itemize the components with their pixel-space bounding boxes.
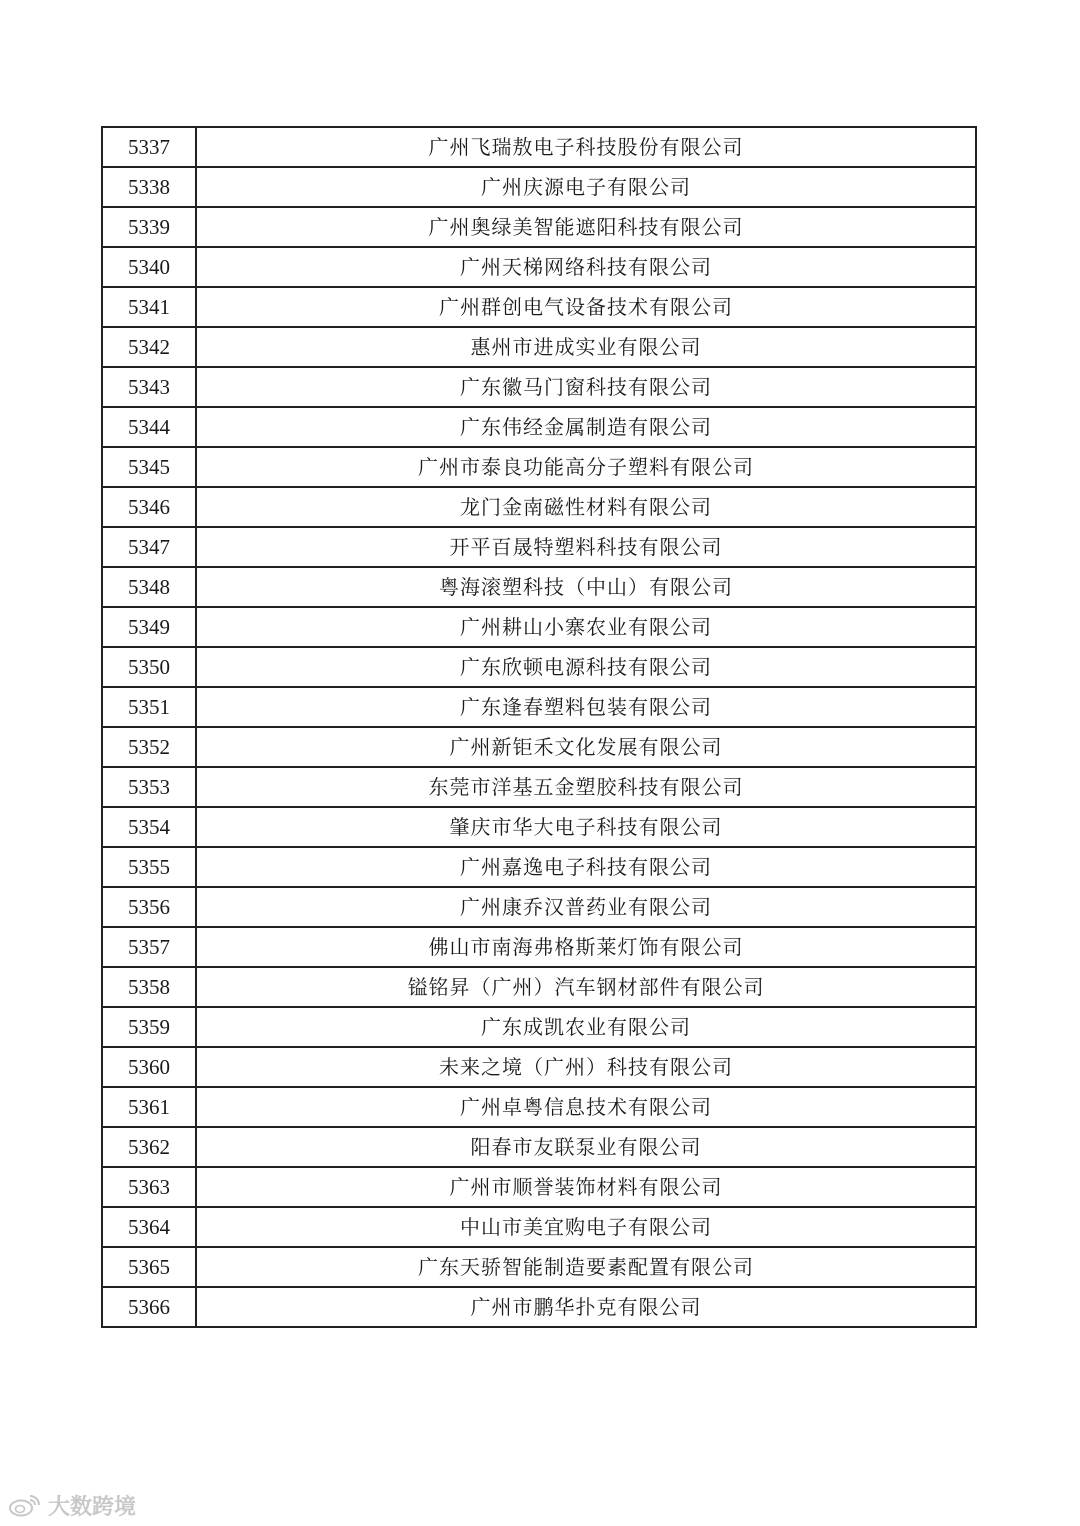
table-row bbox=[102, 927, 976, 967]
company-name: 阳春市友联泵业有限公司 bbox=[196, 1127, 976, 1167]
table-row bbox=[102, 247, 976, 287]
row-number: 5352 bbox=[102, 727, 196, 767]
row-number: 5338 bbox=[102, 167, 196, 207]
row-number: 5346 bbox=[102, 487, 196, 527]
table-row bbox=[102, 167, 976, 207]
company-name: 广东成凯农业有限公司 bbox=[196, 1007, 976, 1047]
table-row bbox=[102, 1207, 976, 1247]
watermark bbox=[8, 1490, 136, 1520]
row-number: 5356 bbox=[102, 887, 196, 927]
table-row bbox=[102, 1287, 976, 1327]
table-row bbox=[102, 367, 976, 407]
table-row bbox=[102, 647, 976, 687]
row-number: 5343 bbox=[102, 367, 196, 407]
company-name: 广州市顺誉装饰材料有限公司 bbox=[196, 1167, 976, 1207]
company-name: 肇庆市华大电子科技有限公司 bbox=[196, 807, 976, 847]
company-name: 粤海滚塑科技（中山）有限公司 bbox=[196, 567, 976, 607]
table-row bbox=[102, 607, 976, 647]
company-name: 龙门金南磁性材料有限公司 bbox=[196, 487, 976, 527]
table-row bbox=[102, 287, 976, 327]
company-name: 广州耕山小寨农业有限公司 bbox=[196, 607, 976, 647]
company-name: 开平百晟特塑料科技有限公司 bbox=[196, 527, 976, 567]
company-name: 未来之境（广州）科技有限公司 bbox=[196, 1047, 976, 1087]
table-row bbox=[102, 967, 976, 1007]
row-number: 5340 bbox=[102, 247, 196, 287]
row-number: 5358 bbox=[102, 967, 196, 1007]
company-name: 广州新钜禾文化发展有限公司 bbox=[196, 727, 976, 767]
company-name: 广州卓粤信息技术有限公司 bbox=[196, 1087, 976, 1127]
table-row bbox=[102, 1007, 976, 1047]
table-row bbox=[102, 1127, 976, 1167]
company-list-body bbox=[102, 127, 976, 1327]
table-row bbox=[102, 127, 976, 167]
row-number: 5365 bbox=[102, 1247, 196, 1287]
table-row bbox=[102, 1087, 976, 1127]
row-number: 5345 bbox=[102, 447, 196, 487]
table-row bbox=[102, 1047, 976, 1087]
row-number: 5355 bbox=[102, 847, 196, 887]
row-number: 5364 bbox=[102, 1207, 196, 1247]
table-row bbox=[102, 527, 976, 567]
table-row bbox=[102, 807, 976, 847]
row-number: 5350 bbox=[102, 647, 196, 687]
company-name: 广州群创电气设备技术有限公司 bbox=[196, 287, 976, 327]
company-name: 广州庆源电子有限公司 bbox=[196, 167, 976, 207]
row-number: 5347 bbox=[102, 527, 196, 567]
row-number: 5359 bbox=[102, 1007, 196, 1047]
row-number: 5341 bbox=[102, 287, 196, 327]
row-number: 5353 bbox=[102, 767, 196, 807]
company-name: 广州康乔汉普药业有限公司 bbox=[196, 887, 976, 927]
company-name: 中山市美宜购电子有限公司 bbox=[196, 1207, 976, 1247]
company-name: 广州市鹏华扑克有限公司 bbox=[196, 1287, 976, 1327]
row-number: 5349 bbox=[102, 607, 196, 647]
table-row bbox=[102, 687, 976, 727]
row-number: 5348 bbox=[102, 567, 196, 607]
row-number: 5357 bbox=[102, 927, 196, 967]
row-number: 5366 bbox=[102, 1287, 196, 1327]
row-number: 5360 bbox=[102, 1047, 196, 1087]
table-row bbox=[102, 847, 976, 887]
company-name: 广州奥绿美智能遮阳科技有限公司 bbox=[196, 207, 976, 247]
company-name: 广州天梯网络科技有限公司 bbox=[196, 247, 976, 287]
row-number: 5342 bbox=[102, 327, 196, 367]
company-name: 惠州市进成实业有限公司 bbox=[196, 327, 976, 367]
row-number: 5337 bbox=[102, 127, 196, 167]
row-number: 5339 bbox=[102, 207, 196, 247]
table-row bbox=[102, 1167, 976, 1207]
table-row bbox=[102, 407, 976, 447]
weibo-logo-icon bbox=[8, 1493, 42, 1517]
watermark-text: 大数跨境 bbox=[48, 1494, 137, 1520]
table-row bbox=[102, 767, 976, 807]
company-name: 广州飞瑞敖电子科技股份有限公司 bbox=[196, 127, 976, 167]
company-name: 广东逢春塑料包装有限公司 bbox=[196, 687, 976, 727]
company-name: 广州市泰良功能高分子塑料有限公司 bbox=[196, 447, 976, 487]
row-number: 5361 bbox=[102, 1087, 196, 1127]
row-number: 5344 bbox=[102, 407, 196, 447]
row-number: 5362 bbox=[102, 1127, 196, 1167]
table-row bbox=[102, 447, 976, 487]
table-row bbox=[102, 487, 976, 527]
company-list-table bbox=[101, 126, 977, 1328]
table-row bbox=[102, 327, 976, 367]
company-name: 镒铭昇（广州）汽车钢材部件有限公司 bbox=[196, 967, 976, 1007]
row-number: 5363 bbox=[102, 1167, 196, 1207]
table-row bbox=[102, 207, 976, 247]
table-row bbox=[102, 727, 976, 767]
row-number: 5354 bbox=[102, 807, 196, 847]
company-name: 广东伟经金属制造有限公司 bbox=[196, 407, 976, 447]
row-number: 5351 bbox=[102, 687, 196, 727]
company-name: 广东天骄智能制造要素配置有限公司 bbox=[196, 1247, 976, 1287]
company-name: 广东欣顿电源科技有限公司 bbox=[196, 647, 976, 687]
table-row bbox=[102, 887, 976, 927]
company-name: 广东徽马门窗科技有限公司 bbox=[196, 367, 976, 407]
company-name: 东莞市洋基五金塑胶科技有限公司 bbox=[196, 767, 976, 807]
company-name: 佛山市南海弗格斯莱灯饰有限公司 bbox=[196, 927, 976, 967]
table-row bbox=[102, 1247, 976, 1287]
company-name: 广州嘉逸电子科技有限公司 bbox=[196, 847, 976, 887]
table-row bbox=[102, 567, 976, 607]
